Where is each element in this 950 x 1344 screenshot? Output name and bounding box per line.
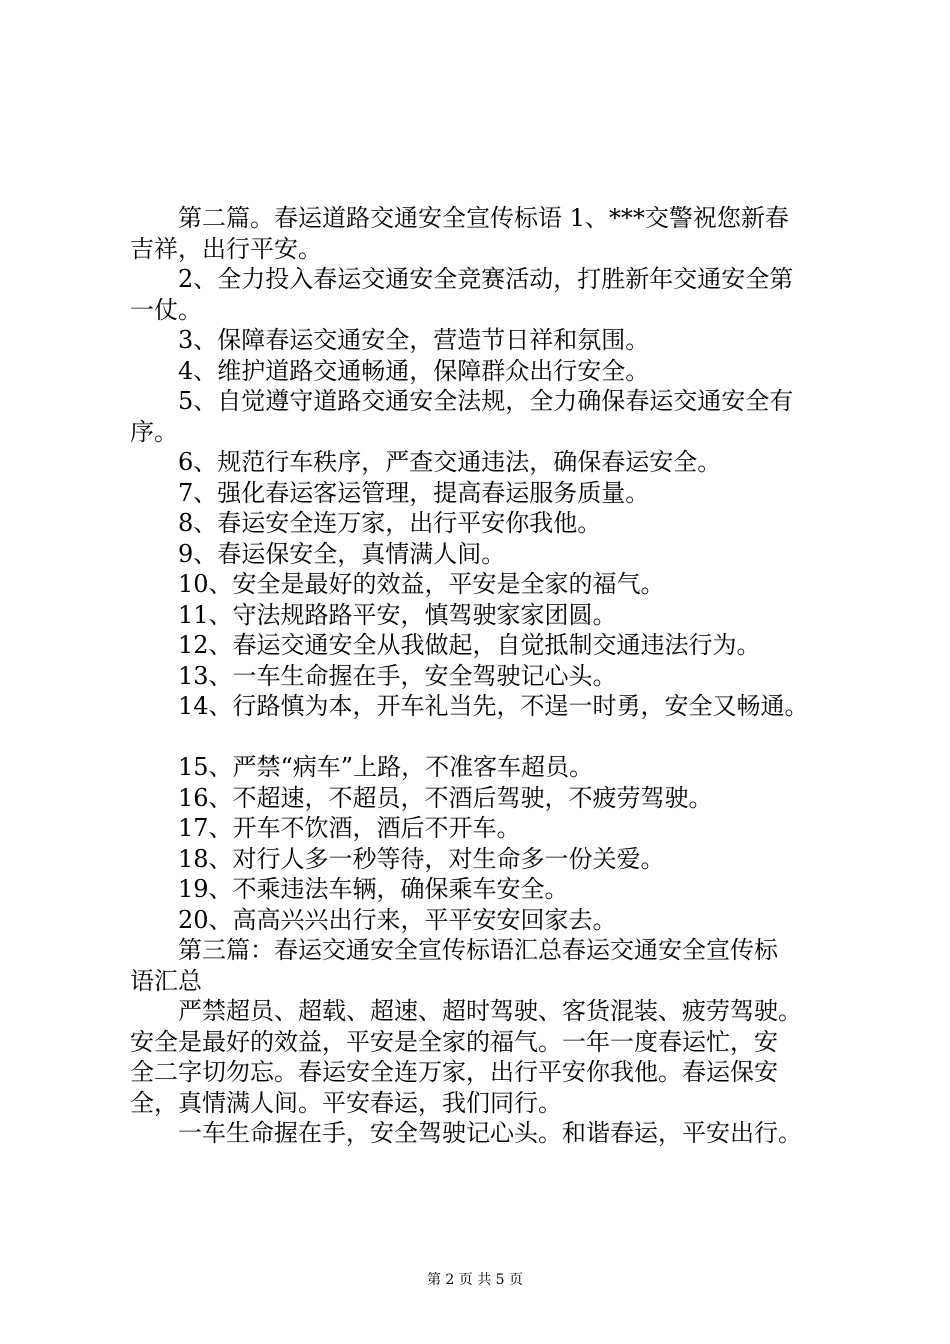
text-line: 全二字切勿忘。春运安全连万家，出行平安你我他。春运保安 xyxy=(130,1058,778,1086)
text-line: 3、保障春运交通安全，营造节日祥和氛围。 xyxy=(178,326,650,354)
text-line: 5、自觉遵守道路交通安全法规，全力确保春运交通安全有 xyxy=(178,387,794,415)
page-number-footer: 第 2 页 共 5 页 xyxy=(426,1272,524,1288)
text-line: 第二篇。春运道路交通安全宣传标语 1、***交警祝您新春 xyxy=(178,204,789,232)
text-line: 16、不超速，不超员，不酒后驾驶，不疲劳驾驶。 xyxy=(178,783,713,812)
text-line: 4、维护道路交通畅通，保障群众出行安全。 xyxy=(178,356,650,385)
text-line: 17、开车不饮酒，酒后不开车。 xyxy=(178,814,521,842)
section-heading-continued: 语汇总 xyxy=(130,966,202,995)
text-line: 18、对行人多一秒等待，对生命多一份关爱。 xyxy=(178,844,665,873)
text-line: 安全是最好的效益，平安是全家的福气。一年一度春运忙，安 xyxy=(130,1027,778,1056)
text-line: 12、春运交通安全从我做起，自觉抵制交通违法行为。 xyxy=(178,631,761,659)
text-line: 严禁超员、超载、超速、超时驾驶、客货混装、疲劳驾驶。 xyxy=(178,997,802,1025)
text-line: 全，真情满人间。平安春运，我们同行。 xyxy=(130,1088,562,1117)
text-line: 20、高高兴兴出行来，平平安安回家去。 xyxy=(178,905,617,934)
text-line: 6、规范行车秩序，严查交通违法，确保春运安全。 xyxy=(178,448,722,476)
text-line: 13、一车生命握在手，安全驾驶记心头。 xyxy=(178,661,617,690)
text-line: 10、安全是最好的效益，平安是全家的福气。 xyxy=(178,570,665,598)
section-heading: 第三篇：春运交通安全宣传标语汇总春运交通安全宣传标 xyxy=(178,936,778,964)
text-line: 一仗。 xyxy=(130,295,202,324)
text-line: 吉祥，出行平安。 xyxy=(130,234,322,263)
text-line: 14、行路慎为本，开车礼当先，不逞一时勇，安全又畅通。 xyxy=(178,692,809,720)
text-line: 7、强化春运客运管理，提高春运服务质量。 xyxy=(178,478,650,507)
text-line: 15、严禁“病车”上路，不准客车超员。 xyxy=(178,753,594,781)
text-line: 2、全力投入春运交通安全竞赛活动，打胜新年交通安全第 xyxy=(178,265,794,293)
text-line: 序。 xyxy=(130,417,178,446)
text-line: 9、春运保安全，真情满人间。 xyxy=(178,539,506,568)
text-line: 11、守法规路路平安，慎驾驶家家团圆。 xyxy=(178,600,617,629)
blank-line xyxy=(130,722,850,753)
document-body xyxy=(130,203,850,1149)
text-line: 一车生命握在手，安全驾驶记心头。和谐春运，平安出行。 xyxy=(178,1119,802,1147)
text-line: 8、春运安全连万家，出行平安你我他。 xyxy=(178,509,602,537)
text-line: 19、不乘违法车辆，确保乘车安全。 xyxy=(178,875,569,903)
